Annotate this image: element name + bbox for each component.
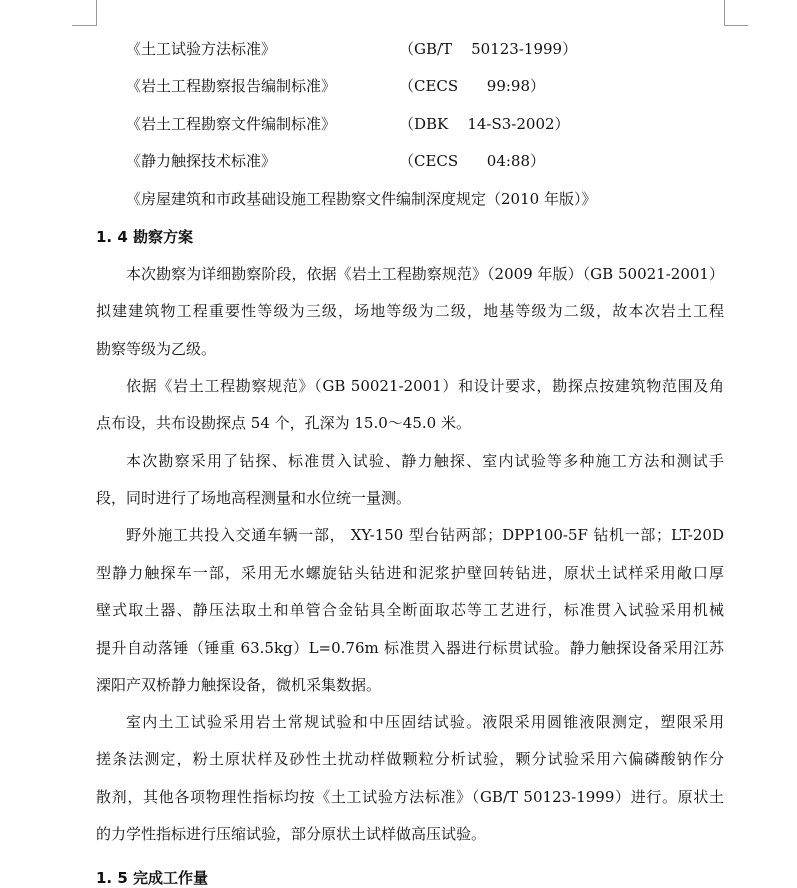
paragraph-line: 本次勘察为详细勘察阶段，依据《岩土工程勘察规范》（2009 年版）（GB 50021-2001） (126, 265, 724, 283)
paragraph-line: 点布设，共布设勘探点 54 个，孔深为 15.0～45.0 米。 (96, 414, 471, 432)
paragraph-line: 拟建建筑物工程重要性等级为三级，场地等级为二级，地基等级为二级，故本次岩土工程 (96, 302, 724, 320)
reference-title: 《房屋建筑和市政基础设施工程勘察文件编制深度规定（2010 年版）》 (126, 190, 597, 208)
paragraph-line: 依据《岩土工程勘察规范》（GB 50021-2001）和设计要求，勘探点按建筑物范围及角 (126, 377, 724, 395)
crop-mark-top-left-vertical (96, 0, 97, 26)
reference-title: 《静力触探技术标准》 (126, 152, 277, 170)
reference-title: 《岩土工程勘察报告编制标准》 (126, 77, 337, 95)
paragraph-line: 提升自动落锤（锤重 63.5kg）L=0.76m 标准贯入器进行标贯试验。静力触探设备采用江苏 (96, 639, 724, 657)
reference-title: 《土工试验方法标准》 (126, 40, 277, 58)
paragraph-line: 壁式取土器、静压法取土和单管合金钻具全断面取芯等工艺进行，标准贯入试验采用机械 (96, 601, 724, 619)
paragraph-line: 室内土工试验采用岩土常规试验和中压固结试验。液限采用圆锥液限测定，塑限采用 (126, 713, 724, 731)
reference-code: （DBK 14-S3-2002） (399, 115, 570, 133)
paragraph-line: 段，同时进行了场地高程测量和水位统一量测。 (96, 489, 412, 507)
reference-code: （CECS 99:98） (399, 77, 546, 95)
section-heading-1-4: 1. 4 勘察方案 (96, 228, 194, 246)
section-heading-1-5: 1. 5 完成工作量 (96, 869, 209, 887)
crop-mark-top-left-horizontal (72, 25, 97, 26)
paragraph-line: 本次勘察采用了钻探、标准贯入试验、静力触探、室内试验等多种施工方法和测试手 (126, 452, 724, 470)
paragraph-line: 野外施工共投入交通车辆一部， XY-150 型台钻两部；DPP100-5F 钻机一部；LT-20D (126, 526, 724, 544)
paragraph-line: 溧阳产双桥静力触探设备，微机采集数据。 (96, 676, 382, 694)
paragraph-line: 勘察等级为乙级。 (96, 340, 217, 358)
reference-code: （GB/T 50123-1999） (399, 40, 578, 58)
paragraph-line: 搓条法测定，粉土原状样及砂性土扰动样做颗粒分析试验，颗分试验采用六偏磷酸钠作分 (96, 750, 724, 768)
paragraph-line: 散剂，其他各项物理性指标均按《土工试验方法标准》（GB/T 50123-1999）进行。原状土 (96, 788, 724, 806)
paragraph-line: 的力学性指标进行压缩试验，部分原状土试样做高压试验。 (96, 825, 487, 843)
reference-code: （CECS 04:88） (399, 152, 546, 170)
crop-mark-top-right-horizontal (724, 25, 748, 26)
paragraph-line: 型静力触探车一部，采用无水螺旋钻头钻进和泥浆护壁回转钻进，原状土试样采用敞口厚 (96, 564, 724, 582)
reference-title: 《岩土工程勘察文件编制标准》 (126, 115, 337, 133)
crop-mark-top-right-vertical (724, 0, 725, 26)
